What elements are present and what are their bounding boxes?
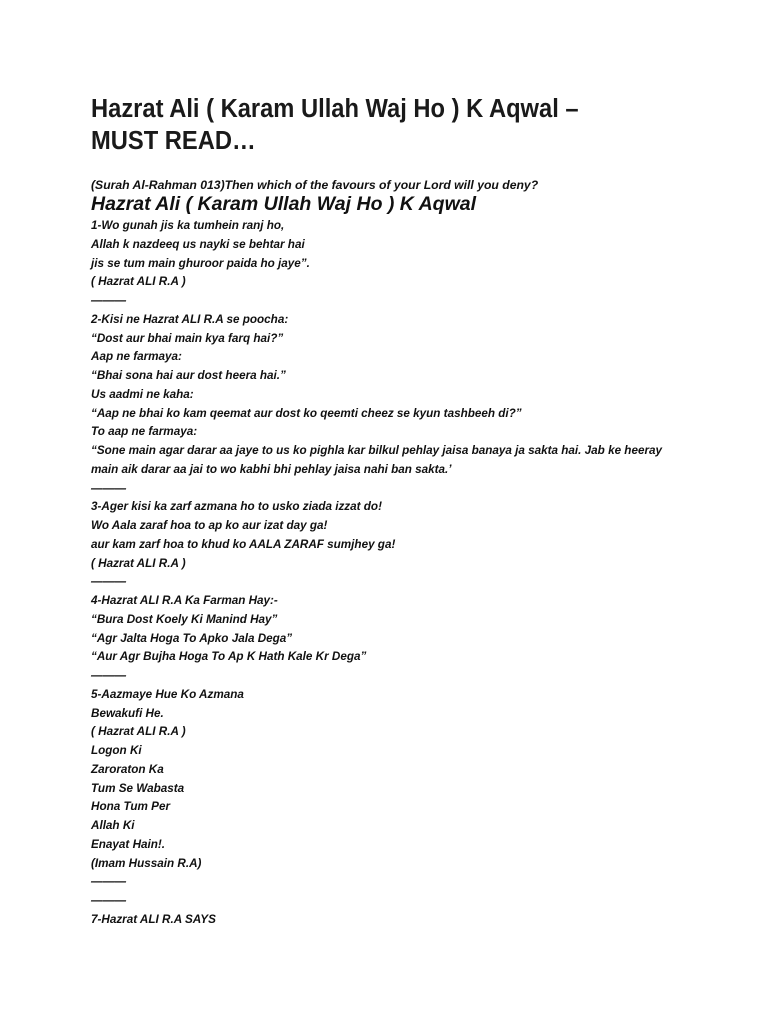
text-line: “Bura Dost Koely Ki Manind Hay” — [91, 612, 278, 626]
text-line: ——— — [91, 575, 127, 589]
text-line: ( Hazrat ALI R.A ) — [91, 275, 186, 289]
text-line: ——— — [91, 294, 127, 307]
text-line: Us aadmi ne kaha: — [91, 387, 194, 401]
text-line: ——— — [91, 669, 127, 682]
text-line: “Aur Agr Bujha Hoga To Ap K Hath Kale Kr Dega” — [91, 650, 367, 664]
text-line: “Sone main agar darar aa jaye to us ko pighla kar bilkul pehlay jaisa banaya ja sakta hai. Jab ke heeray — [91, 444, 662, 457]
text-line: aur kam zarf hoa to khud ko AALA ZARAF sumjhey ga! — [91, 537, 396, 551]
text-line: ——— — [91, 875, 127, 889]
text-line: ——— — [91, 481, 127, 495]
text-line: 5-Aazmaye Hue Ko Azmana — [91, 687, 244, 701]
text-line: “Bhai sona hai aur dost heera hai.” — [91, 369, 286, 382]
text-line: “Dost aur bhai main kya farq hai?” — [91, 331, 284, 345]
text-line: (Imam Hussain R.A) — [91, 856, 202, 870]
text-line: Enayat Hain!. — [91, 837, 166, 851]
text-line: main aik darar aa jai to wo kabhi bhi pehlay jaisa nahi ban sakta.’ — [91, 462, 452, 476]
text-line: 7-Hazrat ALI R.A SAYS — [91, 912, 216, 926]
page-title: Hazrat Ali ( Karam Ullah Waj Ho ) K Aqwal – MUST READ… — [91, 95, 579, 155]
text-line: Allah k nazdeeq us nayki se behtar hai — [91, 237, 305, 251]
text-line: ( Hazrat ALI R.A ) — [91, 556, 186, 570]
text-line: ——— — [91, 894, 127, 907]
aqwal-list — [91, 217, 701, 930]
section-heading: Hazrat Ali ( Karam Ullah Waj Ho ) K Aqwal — [91, 193, 477, 215]
text-line: Bewakufi He. — [91, 706, 164, 720]
text-line: 4-Hazrat ALI R.A Ka Farman Hay:- — [91, 594, 278, 607]
text-line: 3-Ager kisi ka zarf azmana ho to usko ziada izzat do! — [91, 500, 382, 514]
text-line: 1-Wo gunah jis ka tumhein ranj ho, — [91, 219, 285, 232]
text-line: 2-Kisi ne Hazrat ALI R.A se poocha: — [91, 312, 289, 326]
text-line: To aap ne farmaya: — [91, 425, 198, 439]
text-line: ( Hazrat ALI R.A ) — [91, 725, 186, 739]
text-line: Allah Ki — [91, 819, 135, 832]
text-line: Zaroraton Ka — [91, 762, 164, 776]
text-line: Wo Aala zaraf hoa to ap ko aur izat day ga! — [91, 519, 328, 532]
text-line: jis se tum main ghuroor paida ho jaye”. — [91, 256, 310, 270]
text-line: “Agr Jalta Hoga To Apko Jala Dega” — [91, 631, 293, 645]
text-line: “Aap ne bhai ko kam qeemat aur dost ko qeemti cheez se kyun tashbeeh di?” — [91, 406, 522, 420]
text-line: Logon Ki — [91, 744, 142, 757]
surah-quote: (Surah Al-Rahman 013)Then which of the favours of your Lord will you deny? — [91, 178, 539, 192]
text-line: Tum Se Wabasta — [91, 781, 185, 795]
text-line: Aap ne farmaya: — [91, 350, 182, 364]
text-line: Hona Tum Per — [91, 800, 171, 814]
